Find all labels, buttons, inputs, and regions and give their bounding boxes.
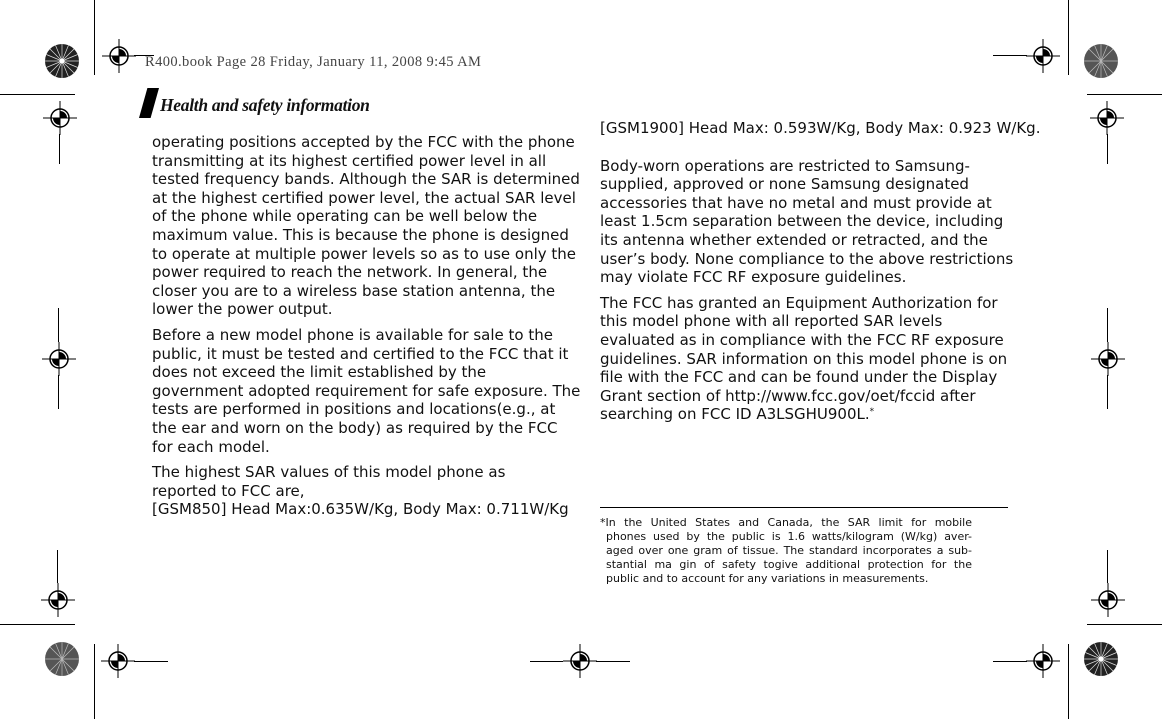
- paragraph-text: The FCC has granted an Equipment Authorization for this model phone with all reported SAR levels evaluated as in compliance with the FCC RF exposure guidelines. SAR information on this model phone is on file with the FCC and can be found under the Display Grant section of http://www.fcc.gov/oet/fccid after searching on FCC ID A3LSGHU900L.: [600, 293, 1008, 424]
- footnote-line: aged over one gram of tissue. The standard incorporates a sub-: [606, 544, 972, 557]
- footnote-line: *In the United States and Canada, the SAR limit for mobile: [600, 516, 972, 529]
- guide-line: [1107, 375, 1108, 409]
- guide-line: [993, 661, 1027, 662]
- paragraph: Body-worn operations are restricted to Samsung-supplied, approved or none Samsung designated accessories that have no metal and must provide at least 1.5cm separation between the device, including its antenna whether extended or retracted, and the user’s body. None compliance to the above restrictions may violate FCC RF exposure guidelines.: [600, 156, 1014, 287]
- paragraph-line: reported to FCC are,: [152, 481, 305, 500]
- section-bar: [139, 88, 159, 118]
- footnote-rule: [600, 507, 1008, 508]
- sar-gsm1900: [GSM1900] Head Max: 0.593W/Kg, Body Max: 0.923 W/Kg.: [600, 119, 1041, 137]
- paragraph-line: [GSM850] Head Max:0.635W/Kg, Body Max: 0.711W/Kg: [152, 500, 569, 519]
- paragraph: operating positions accepted by the FCC with the phone transmitting at its highest certified power level in all tested frequency bands. Although the SAR is determined at the highest certified power level, the actual SAR level of the phone while operating can be well below the maximum value. This is because the phone is designed to operate at multiple power levels so as to use only the power required to reach the network. In general, the closer you are to a wireless base station antenna, the lower the power output.: [152, 133, 580, 319]
- footnote-line: stantial ma gin of safety togive additional protection for the: [606, 558, 972, 571]
- crosshair-target-icon: [1026, 644, 1060, 678]
- crosshair-target-icon: [1091, 342, 1125, 376]
- guide-line: [58, 375, 59, 409]
- footnote-marker: *: [869, 407, 875, 418]
- guide-line: [1107, 308, 1108, 342]
- guide-line: [993, 55, 1027, 56]
- registration-wheel-icon: [44, 43, 80, 79]
- paragraph-line: The highest SAR values of this model phone as: [152, 463, 506, 482]
- guide-line: [58, 308, 59, 342]
- crosshair-target-icon: [43, 101, 77, 135]
- crosshair-target-icon: [101, 644, 135, 678]
- crosshair-target-icon: [1091, 583, 1125, 617]
- guide-line: [1107, 134, 1108, 164]
- crosshair-target-icon: [42, 342, 76, 376]
- footnote: [600, 516, 972, 586]
- guide-line: [59, 134, 60, 164]
- crosshair-target-icon: [1090, 101, 1124, 135]
- registration-wheel-icon: [1083, 641, 1119, 677]
- left-column: [152, 133, 582, 526]
- guide-line: [596, 661, 630, 662]
- guide-line: [530, 661, 563, 662]
- footnote-line: public and to account for any variations in measurements.: [606, 572, 929, 585]
- print-slug: R400.book Page 28 Friday, January 11, 2008 9:45 AM: [145, 54, 482, 70]
- guide-line: [134, 661, 168, 662]
- paragraph: [152, 463, 582, 519]
- crosshair-target-icon: [41, 583, 75, 617]
- paragraph: [600, 294, 1015, 424]
- crosshair-target-icon: [102, 39, 136, 73]
- section-title: Health and safety information: [160, 95, 370, 115]
- crosshair-target-icon: [1026, 39, 1060, 73]
- registration-wheel-icon: [1083, 43, 1119, 79]
- right-column: [600, 119, 1041, 431]
- registration-wheel-icon: [44, 641, 80, 677]
- guide-line: [1107, 550, 1108, 583]
- crosshair-target-icon: [563, 644, 597, 678]
- guide-line: [57, 550, 58, 583]
- footnote-line: phones used by the public is 1.6 watts/kilogram (W/kg) aver-: [606, 530, 972, 543]
- paragraph: Before a new model phone is available for sale to the public, it must be tested and certified to the FCC that it does not exceed the limit established by the government adopted requirement for safe exposure. The tests are performed in positions and locations(e.g., at the ear and worn on the body) as required by the FCC for each model.: [152, 325, 581, 456]
